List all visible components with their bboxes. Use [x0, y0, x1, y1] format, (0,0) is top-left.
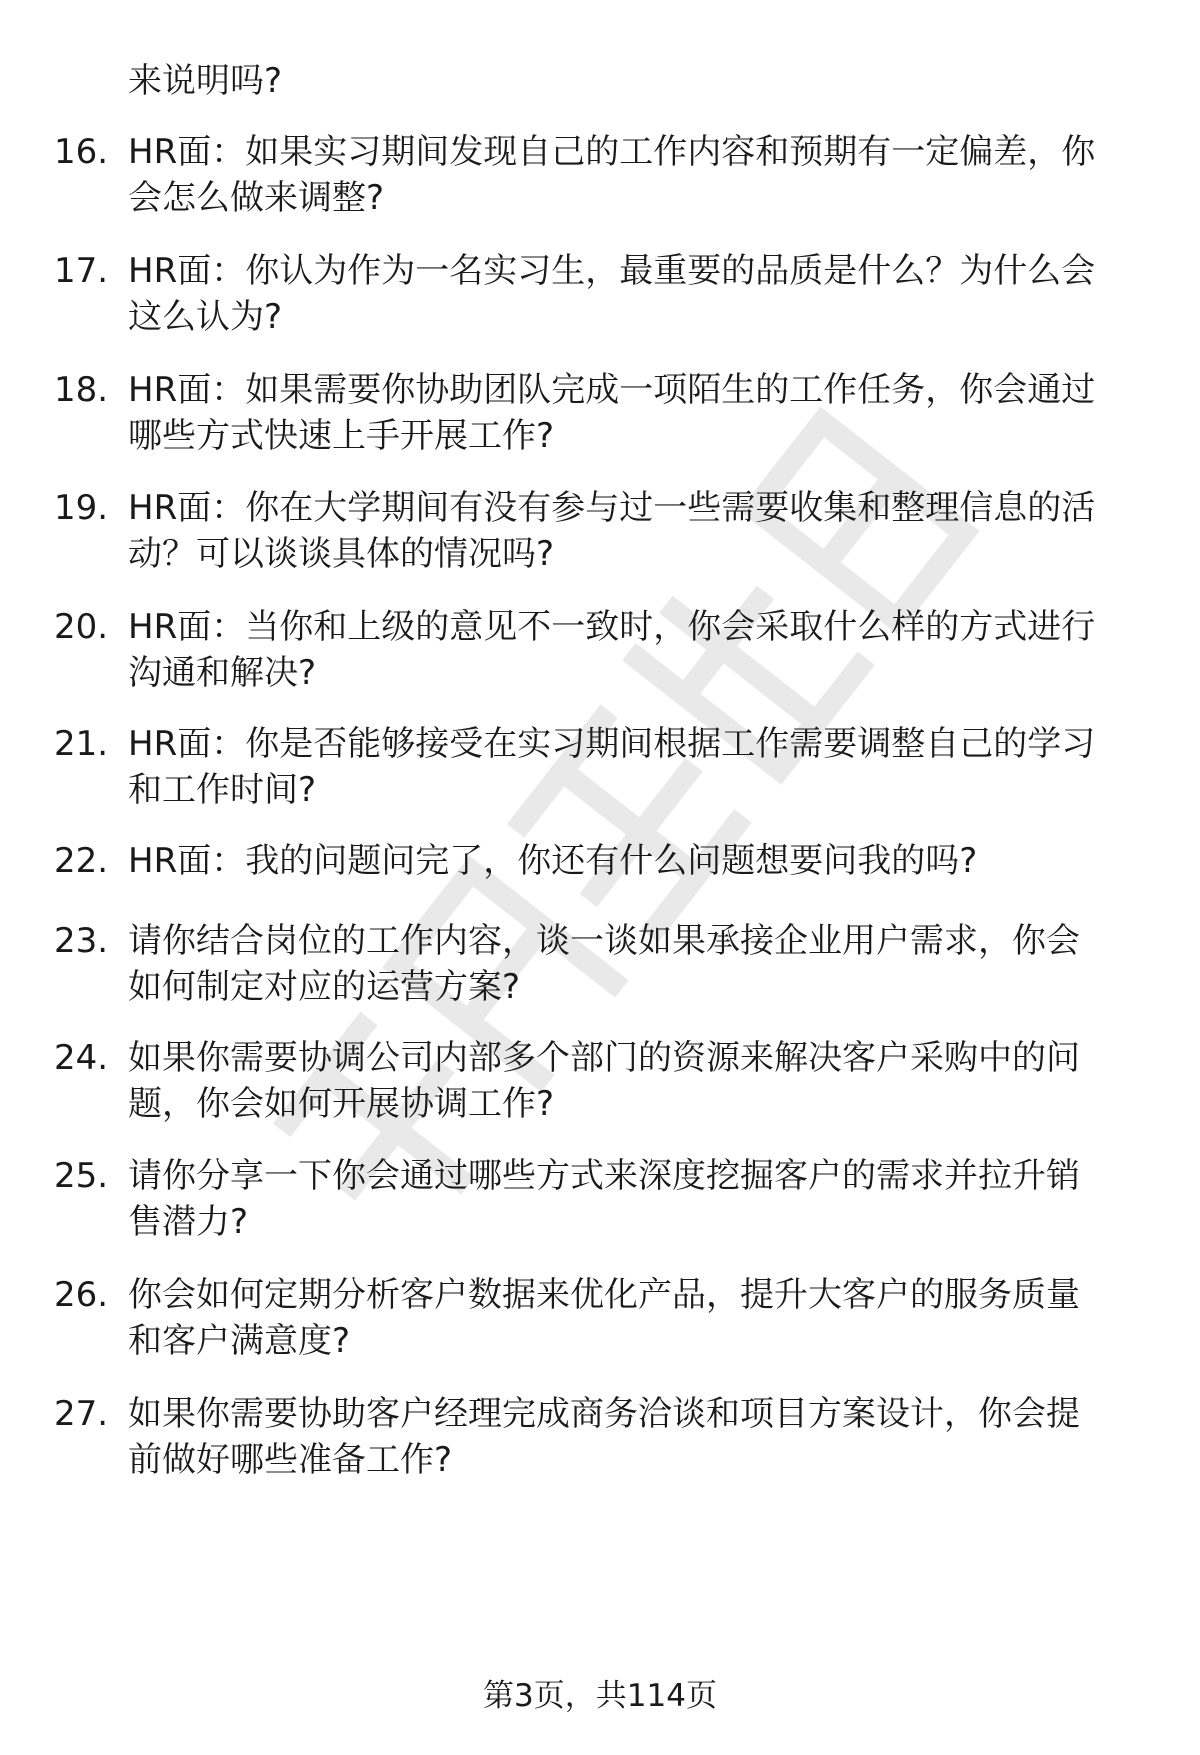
item-number: 22. — [54, 841, 109, 881]
item-number: 19. — [54, 488, 109, 528]
item-number: 23. — [54, 921, 109, 961]
question-line: HR面：我的问题问完了，你还有什么问题想要问我的吗? — [128, 841, 978, 881]
item-question — [128, 1391, 1158, 1483]
question-line: 如何制定对应的运营方案? — [128, 967, 521, 1007]
question-line: HR面：你认为作为一名实习生，最重要的品质是什么？为什么会 — [128, 251, 1096, 291]
item-question — [128, 1153, 1158, 1245]
item-question — [128, 721, 1158, 813]
question-line: 如果你需要协调公司内部多个部门的资源来解决客户采购中的问 — [128, 1038, 1080, 1078]
question-line: 会怎么做来调整? — [128, 178, 385, 218]
question-line: 题，你会如何开展协调工作? — [128, 1084, 555, 1124]
item-question — [128, 838, 1158, 884]
item-question — [128, 485, 1158, 577]
question-line: 和客户满意度? — [128, 1321, 351, 1361]
question-line: HR面：如果实习期间发现自己的工作内容和预期有一定偏差，你 — [128, 132, 1096, 172]
question-line: 你会如何定期分析客户数据来优化产品，提升大客户的服务质量 — [128, 1275, 1080, 1315]
item-number: 21. — [54, 724, 109, 764]
item-question — [128, 367, 1158, 459]
question-line: 动？可以谈谈具体的情况吗? — [128, 534, 555, 574]
item-number: 25. — [54, 1156, 109, 1196]
question-line: HR面：当你和上级的意见不一致时，你会采取什么样的方式进行 — [128, 607, 1096, 647]
item-number: 24. — [54, 1038, 109, 1078]
question-line: HR面：你是否能够接受在实习期间根据工作需要调整自己的学习 — [128, 724, 1096, 764]
question-line: 前做好哪些准备工作? — [128, 1440, 453, 1480]
item-question — [128, 248, 1158, 340]
item-number: 18. — [54, 370, 109, 410]
item-number: 17. — [54, 251, 109, 291]
item-number: 20. — [54, 607, 109, 647]
item-question — [128, 918, 1158, 1010]
item-number: 26. — [54, 1275, 109, 1315]
question-line: HR面：你在大学期间有没有参与过一些需要收集和整理信息的活 — [128, 488, 1096, 528]
question-line: 售潜力? — [128, 1202, 249, 1242]
item-number: 16. — [54, 132, 109, 172]
item-question — [128, 129, 1158, 221]
question-line: 哪些方式快速上手开展工作? — [128, 416, 555, 456]
question-line: 请你结合岗位的工作内容，谈一谈如果承接企业用户需求，你会 — [128, 921, 1080, 961]
item-number: 27. — [54, 1394, 109, 1434]
question-line: 和工作时间? — [128, 770, 317, 810]
question-line: 沟通和解决? — [128, 653, 317, 693]
item-question — [128, 1035, 1158, 1127]
question-line: HR面：如果需要你协助团队完成一项陌生的工作任务，你会通过 — [128, 370, 1096, 410]
item-question — [128, 1272, 1158, 1364]
question-line: 请你分享一下你会通过哪些方式来深度挖掘客户的需求并拉升销 — [128, 1156, 1080, 1196]
question-line: 这么认为? — [128, 297, 283, 337]
question-line: 如果你需要协助客户经理完成商务洽谈和项目方案设计，你会提 — [128, 1394, 1080, 1434]
item-question — [128, 604, 1158, 696]
page-footer: 第3页，共114页 — [483, 1678, 717, 1714]
continuation-text: 来说明吗? — [128, 61, 283, 101]
